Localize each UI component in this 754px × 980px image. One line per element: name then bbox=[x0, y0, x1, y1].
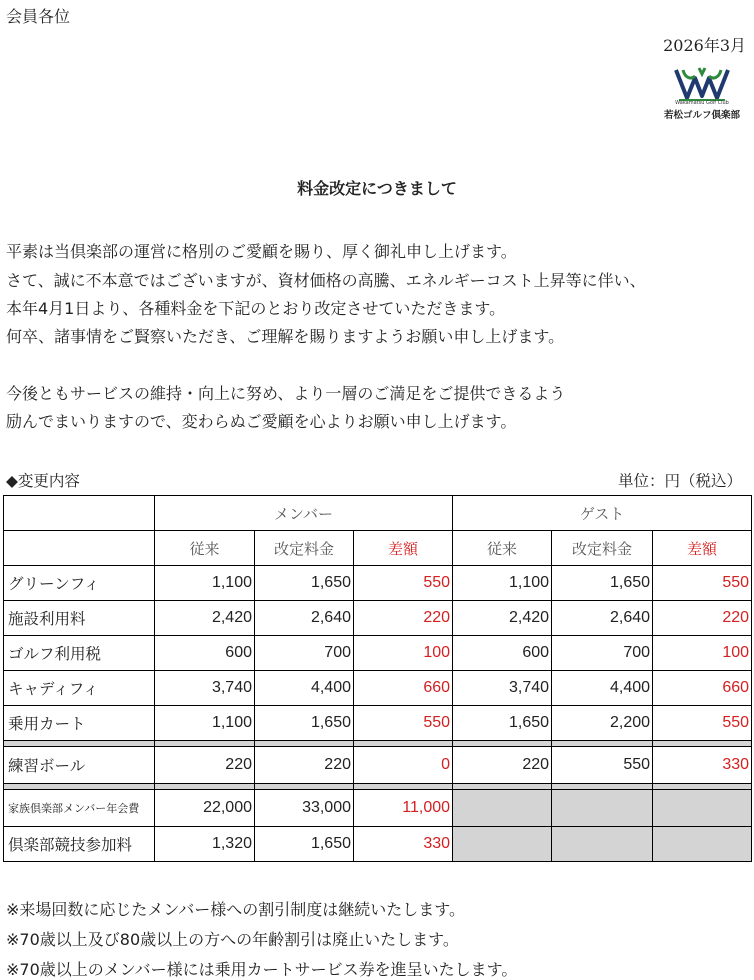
table-label-header-cell bbox=[4, 531, 155, 566]
club-logo bbox=[658, 66, 746, 130]
guest-before-cell: 3,740 bbox=[453, 671, 552, 706]
guest-before-cell: 220 bbox=[453, 747, 552, 784]
body-line: 本年4月1日より、各種料金を下記のとおり改定させていただきます。 bbox=[6, 299, 506, 318]
guest-after-cell: 2,200 bbox=[552, 706, 653, 741]
member-before-cell: 22,000 bbox=[155, 790, 255, 827]
member-diff-cell: 550 bbox=[354, 566, 453, 601]
guest-before-cell: 600 bbox=[453, 636, 552, 671]
guest-before-cell: 1,650 bbox=[453, 706, 552, 741]
table-row bbox=[4, 566, 752, 601]
table-row bbox=[4, 827, 752, 862]
document-title: 料金改定につきまして bbox=[297, 179, 457, 198]
member-before-cell: 3,740 bbox=[155, 671, 255, 706]
guest-diff-cell: 660 bbox=[653, 671, 752, 706]
guest-before-cell: 2,420 bbox=[453, 601, 552, 636]
row-label: 施設利用料 bbox=[4, 601, 155, 636]
guest-not-applicable-cell bbox=[453, 827, 552, 862]
guest-diff-cell: 330 bbox=[653, 747, 752, 784]
note-line: ※70歳以上及び80歳以上の方への年齢割引は廃止いたします。 bbox=[6, 930, 459, 949]
body-line: さて、誠に不本意ではございますが、資材価格の高騰、エネルギーコスト上昇等に伴い、 bbox=[6, 271, 646, 290]
member-diff-cell: 330 bbox=[354, 827, 453, 862]
member-before-cell: 1,320 bbox=[155, 827, 255, 862]
guest-not-applicable-cell bbox=[653, 827, 752, 862]
guest-diff-cell: 220 bbox=[653, 601, 752, 636]
guest-diff-cell: 550 bbox=[653, 566, 752, 601]
guest-not-applicable-cell bbox=[653, 790, 752, 827]
guest-before-cell: 1,100 bbox=[453, 566, 552, 601]
member-after-cell: 1,650 bbox=[255, 566, 354, 601]
guest-after-cell: 550 bbox=[552, 747, 653, 784]
section-label: ◆変更内容 bbox=[6, 472, 80, 490]
body-line: 今後ともサービスの維持・向上に努め、より一層のご満足をご提供できるよう bbox=[6, 384, 566, 403]
member-before-cell: 1,100 bbox=[155, 706, 255, 741]
body-line: 平素は当倶楽部の運営に格別のご愛顧を賜り、厚く御礼申し上げます。 bbox=[6, 242, 517, 261]
member-before-cell: 2,420 bbox=[155, 601, 255, 636]
member-after-cell: 33,000 bbox=[255, 790, 354, 827]
col-header-member-diff: 差額 bbox=[354, 531, 453, 566]
body-line: 励んでまいりますので、変わらぬご愛顧を心よりお願い申し上げます。 bbox=[6, 412, 517, 431]
body-line: 何卒、諸事情をご賢察いただき、ご理解を賜りますようお願い申し上げます。 bbox=[6, 327, 565, 346]
logo-subtitle: Wakamatsu Golf Club bbox=[675, 100, 729, 106]
logo-club-name: 若松ゴルフ倶楽部 bbox=[663, 110, 740, 121]
group-header-guest: ゲスト bbox=[453, 496, 752, 531]
member-diff-cell: 220 bbox=[354, 601, 453, 636]
member-after-cell: 700 bbox=[255, 636, 354, 671]
row-label: キャディフィ bbox=[4, 671, 155, 706]
row-label: 倶楽部競技参加料 bbox=[4, 827, 155, 862]
member-diff-cell: 100 bbox=[354, 636, 453, 671]
table-row bbox=[4, 747, 752, 784]
row-label: グリーンフィ bbox=[4, 566, 155, 601]
table-row bbox=[4, 636, 752, 671]
guest-after-cell: 4,400 bbox=[552, 671, 653, 706]
col-header-member-after: 改定料金 bbox=[255, 531, 354, 566]
col-header-guest-after: 改定料金 bbox=[552, 531, 653, 566]
addressee: 会員各位 bbox=[6, 7, 71, 26]
guest-after-cell: 700 bbox=[552, 636, 653, 671]
col-header-member-before: 従来 bbox=[155, 531, 255, 566]
member-before-cell: 220 bbox=[155, 747, 255, 784]
col-header-guest-before: 従来 bbox=[453, 531, 552, 566]
table-row bbox=[4, 706, 752, 741]
guest-diff-cell: 100 bbox=[653, 636, 752, 671]
row-label: 練習ボール bbox=[4, 747, 155, 784]
table-row bbox=[4, 671, 752, 706]
unit-note: 単位：円（税込） bbox=[617, 472, 742, 490]
table-group-header-row bbox=[4, 496, 752, 531]
row-label: 乗用カート bbox=[4, 706, 155, 741]
member-after-cell: 1,650 bbox=[255, 706, 354, 741]
member-after-cell: 4,400 bbox=[255, 671, 354, 706]
row-label: ゴルフ利用税 bbox=[4, 636, 155, 671]
member-diff-cell: 0 bbox=[354, 747, 453, 784]
issue-date: 2026年3月 bbox=[663, 36, 746, 55]
member-diff-cell: 550 bbox=[354, 706, 453, 741]
table-row bbox=[4, 601, 752, 636]
row-label: 家族倶楽部メンバー年会費 bbox=[4, 790, 155, 827]
member-after-cell: 2,640 bbox=[255, 601, 354, 636]
group-header-member: メンバー bbox=[155, 496, 453, 531]
guest-after-cell: 2,640 bbox=[552, 601, 653, 636]
table-column-header-row bbox=[4, 531, 752, 566]
member-after-cell: 1,650 bbox=[255, 827, 354, 862]
member-diff-cell: 660 bbox=[354, 671, 453, 706]
col-header-guest-diff: 差額 bbox=[653, 531, 752, 566]
guest-diff-cell: 550 bbox=[653, 706, 752, 741]
table-row bbox=[4, 790, 752, 827]
guest-not-applicable-cell bbox=[552, 827, 653, 862]
guest-after-cell: 1,650 bbox=[552, 566, 653, 601]
table-corner-cell bbox=[4, 496, 155, 531]
member-after-cell: 220 bbox=[255, 747, 354, 784]
note-line: ※来場回数に応じたメンバー様への割引制度は継続いたします。 bbox=[6, 900, 466, 919]
fee-table bbox=[3, 495, 752, 862]
member-diff-cell: 11,000 bbox=[354, 790, 453, 827]
note-line: ※70歳以上のメンバー様には乗用カートサービス券を進呈いたします。 bbox=[6, 960, 518, 979]
club-emblem-icon bbox=[673, 66, 731, 102]
member-before-cell: 600 bbox=[155, 636, 255, 671]
guest-not-applicable-cell bbox=[453, 790, 552, 827]
guest-not-applicable-cell bbox=[552, 790, 653, 827]
member-before-cell: 1,100 bbox=[155, 566, 255, 601]
